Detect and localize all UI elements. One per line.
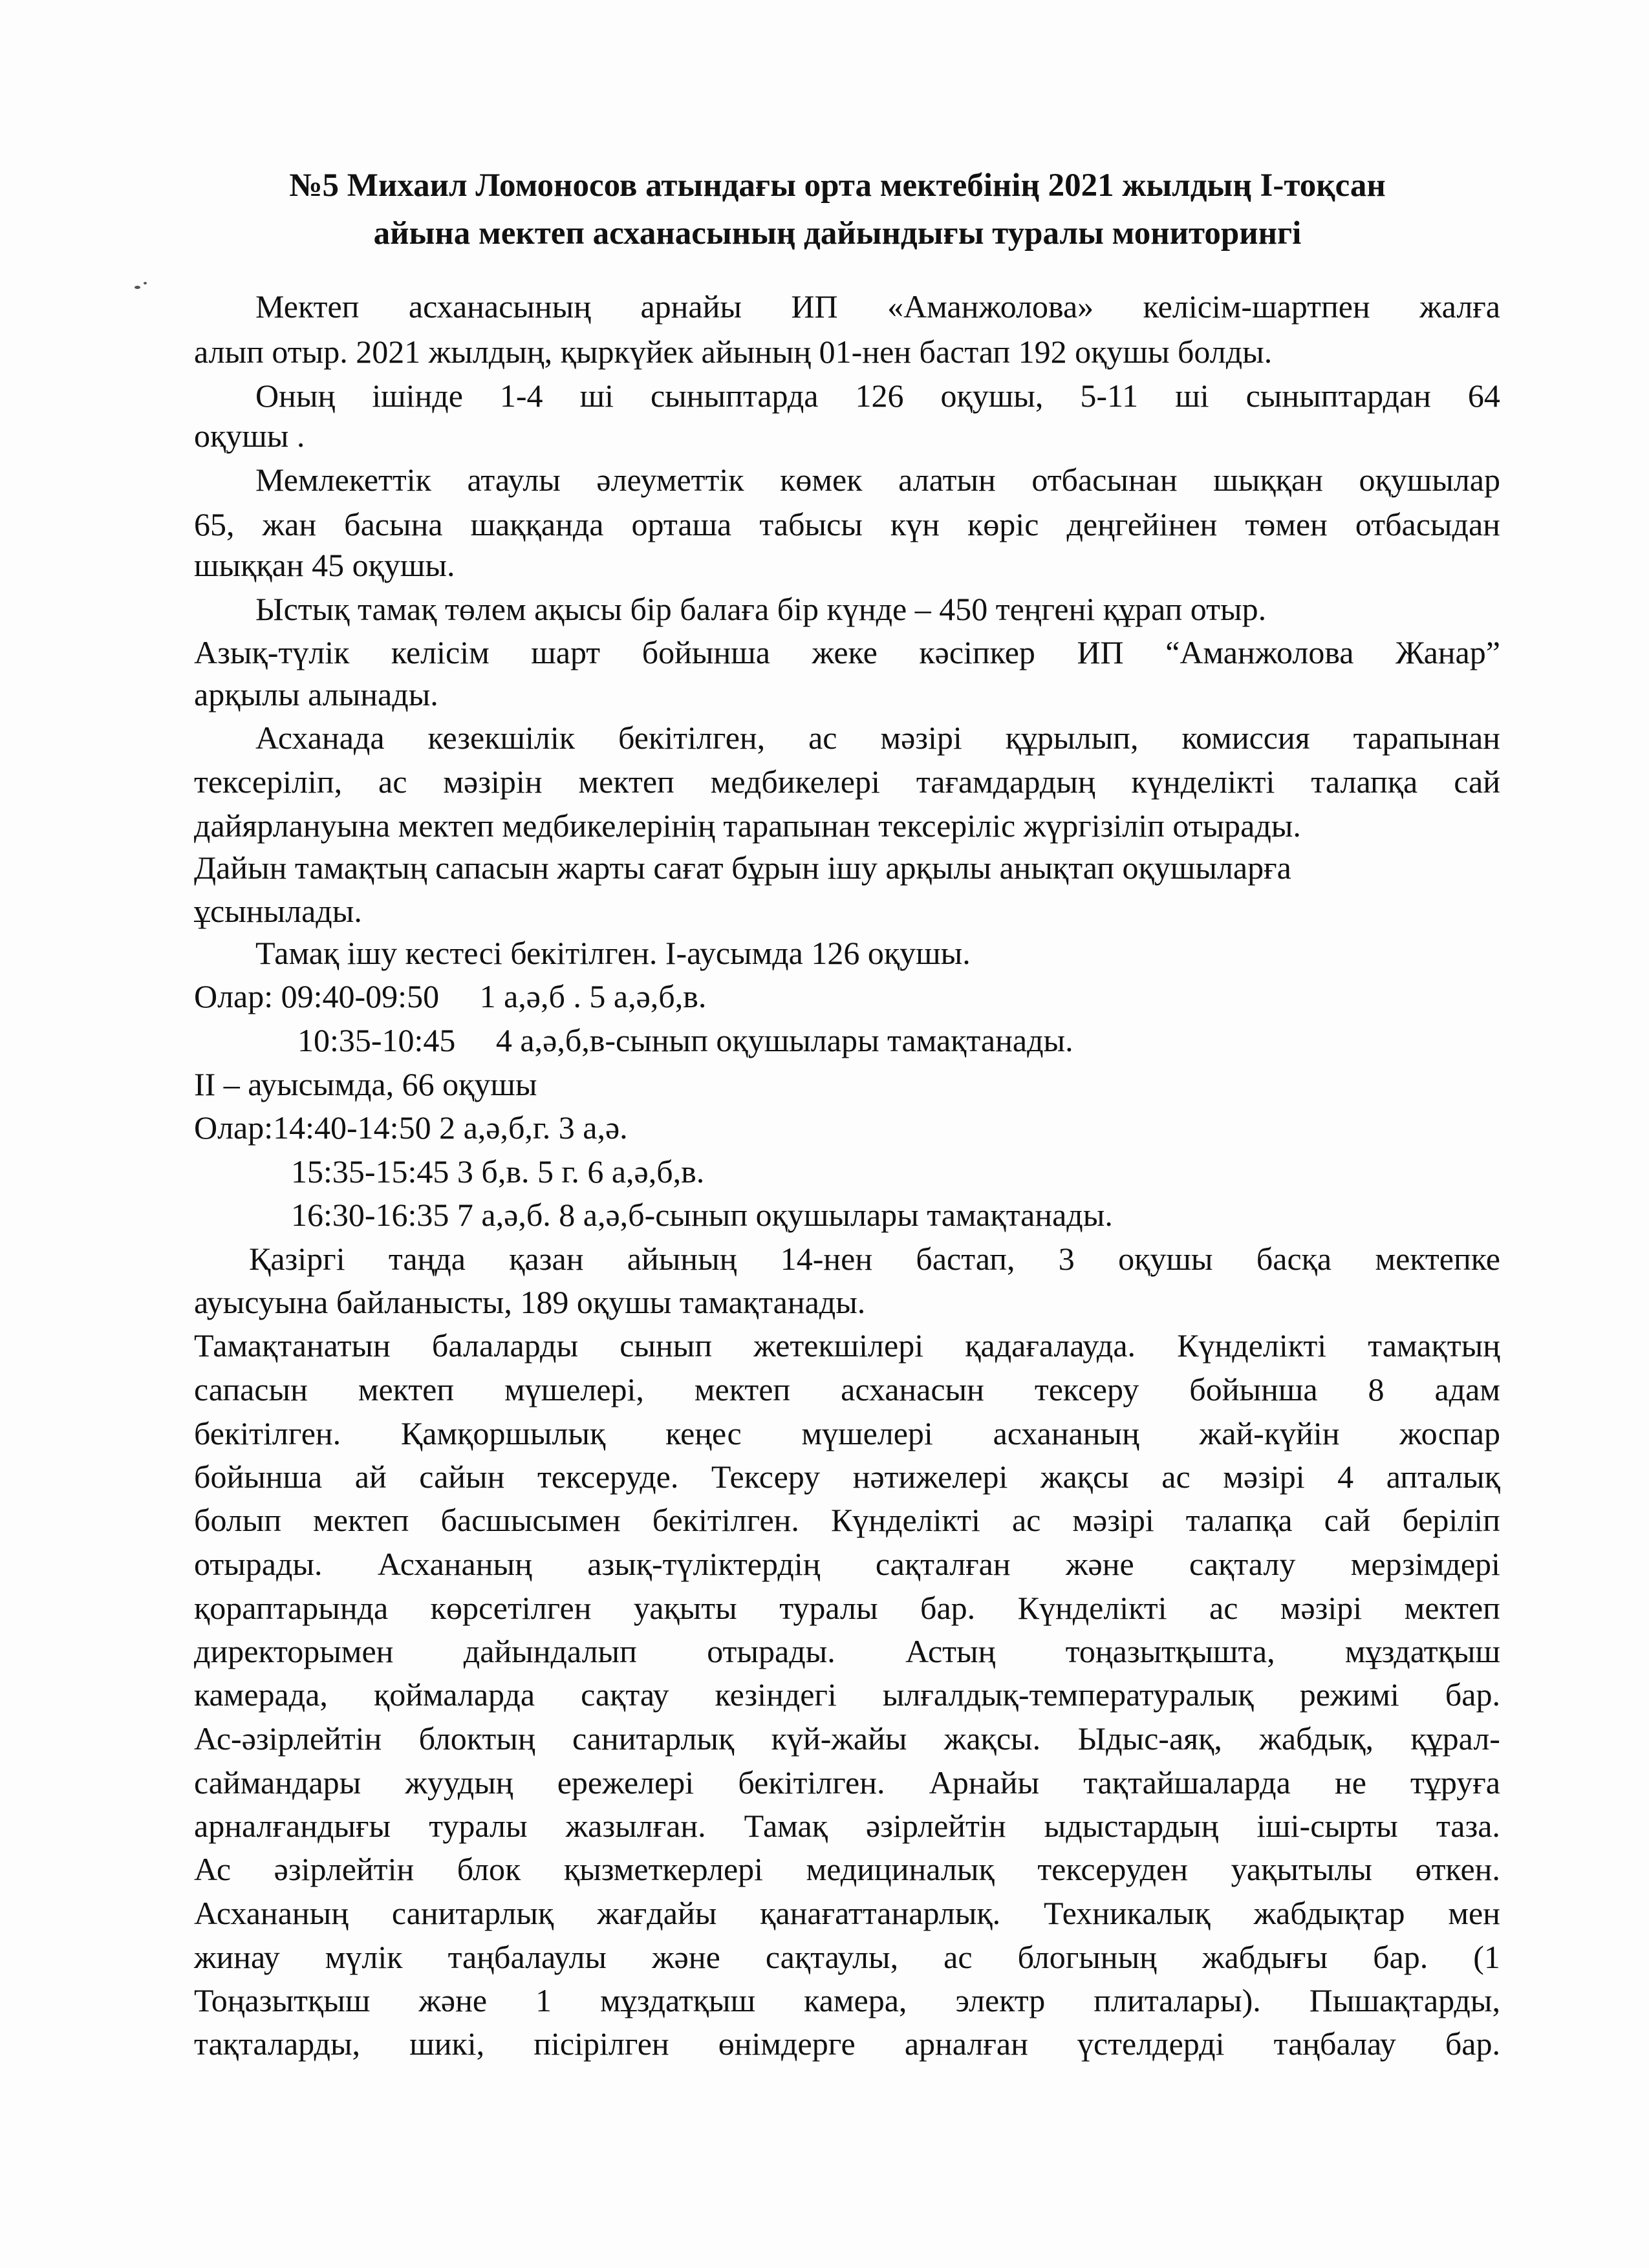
word: мүшелері,	[504, 1371, 644, 1407]
word: асханасының	[408, 288, 591, 325]
word: талапқа	[1311, 764, 1418, 800]
word: Тамақ	[744, 1808, 828, 1844]
body-line	[194, 1850, 1500, 1890]
word: табысы	[759, 506, 863, 542]
word: апталық	[1386, 1459, 1500, 1495]
body-line	[194, 763, 1500, 803]
word: ішінде	[372, 378, 463, 414]
body-line: Ыстық тамақ төлем ақысы бір балаға бір күнде – 450 теңгені құрап отыр.	[255, 591, 1267, 627]
word: сақталған	[875, 1546, 1011, 1582]
word: мектеп	[358, 1371, 455, 1407]
word: камера,	[804, 1982, 907, 2018]
word: бар.	[1445, 1676, 1500, 1713]
word: балаларды	[431, 1327, 579, 1364]
word: мектепке	[1375, 1241, 1500, 1277]
word: бойынша	[1189, 1371, 1318, 1407]
word: ИП	[1077, 634, 1124, 670]
word: кезекшілік	[427, 720, 576, 756]
word: Астың	[905, 1633, 996, 1669]
word: құрылып,	[1005, 720, 1139, 756]
word: адам	[1434, 1371, 1500, 1407]
word: не	[1334, 1764, 1366, 1801]
word: жеке	[812, 634, 878, 670]
word: отырады.	[707, 1633, 835, 1669]
word: өнімдерге	[718, 2026, 856, 2062]
word: бастап,	[916, 1241, 1015, 1277]
word: сақталу	[1189, 1546, 1296, 1582]
body-line	[194, 1982, 1500, 2022]
word: үстелдерді	[1077, 2026, 1225, 2062]
word: Мектеп	[255, 288, 360, 325]
schedule-line: 15:35-15:45 3 б,в. 5 г. 6 а,ә,б,в.	[291, 1153, 705, 1190]
word: әзірлейтін	[865, 1808, 1006, 1844]
word: болып	[194, 1502, 282, 1538]
body-line: оқушы .	[194, 418, 305, 454]
body-line	[194, 1807, 1500, 1847]
word: бойынша	[194, 1459, 323, 1495]
scan-speck	[144, 282, 147, 284]
word: ыдыстардың	[1044, 1808, 1219, 1844]
word: арнайы	[640, 288, 742, 325]
body-line	[194, 1764, 1500, 1804]
word: таңбалаулы	[447, 1939, 607, 1975]
word: төмен	[1245, 506, 1328, 542]
title-line: №5 Михаил Ломоносов атындағы орта мектебінің 2021 жылдың I-тоқсан	[289, 167, 1386, 204]
word: мектеп	[578, 764, 674, 800]
word: Күнделікті	[830, 1502, 980, 1538]
word: камерада,	[194, 1676, 328, 1713]
word: ылғалдық-температуралық	[882, 1676, 1254, 1713]
body-line	[194, 1327, 1500, 1367]
word: режимі	[1299, 1676, 1399, 1713]
word: беріліп	[1402, 1502, 1500, 1538]
title-line: айына мектеп асханасының дайындығы туралы мониторингі	[373, 215, 1302, 251]
word: бар.	[1373, 1939, 1428, 1975]
word: Пышақтарды,	[1309, 1982, 1500, 2018]
word: “Аманжолова	[1165, 634, 1354, 670]
word: айының	[627, 1241, 737, 1277]
word: 1-4	[499, 378, 543, 414]
word: шарт	[531, 634, 601, 670]
word: таңбалау	[1273, 2026, 1396, 2062]
word: тамақтың	[1368, 1327, 1500, 1364]
word: ас	[1161, 1459, 1191, 1495]
word: шыққан	[1213, 462, 1323, 498]
body-line: ұсынылады.	[194, 893, 362, 929]
word: басшысымен	[440, 1502, 621, 1538]
word: Қазіргі	[249, 1241, 345, 1277]
word: отырады.	[194, 1546, 323, 1582]
word: ші	[1175, 378, 1209, 414]
word: жабдықтар	[1253, 1895, 1405, 1931]
word: талапқа	[1185, 1502, 1293, 1538]
word: таңда	[388, 1241, 466, 1277]
word: бар.	[920, 1590, 976, 1626]
schedule-heading: Тамақ ішу кестесі бекітілген. I-аусымда 126 оқушы.	[255, 935, 971, 971]
word: туралы	[779, 1590, 878, 1626]
body-line	[194, 1938, 1500, 1978]
word: шаққанда	[470, 506, 604, 542]
word: «Аманжолова»	[887, 288, 1094, 325]
word: отбасыдан	[1355, 506, 1500, 542]
word: бекітілген.	[738, 1764, 885, 1801]
word: блоктың	[418, 1720, 535, 1757]
body-line: шыққан 45 оқушы.	[194, 547, 455, 583]
word: кеңес	[665, 1415, 742, 1451]
word: (1	[1473, 1939, 1500, 1975]
body-line	[194, 1894, 1500, 1934]
word: Жанар”	[1396, 634, 1500, 670]
word: 64	[1467, 378, 1500, 414]
word: ай	[354, 1459, 387, 1495]
word: жоспар	[1399, 1415, 1500, 1451]
word: Тексеру	[711, 1459, 821, 1495]
body-line	[194, 1415, 1500, 1455]
word: медициналық	[806, 1851, 995, 1887]
word: мұздатқыш	[600, 1982, 756, 2018]
word: Күнделікті	[1177, 1327, 1327, 1364]
word: тарапынан	[1353, 720, 1500, 756]
body-line	[194, 1676, 1500, 1716]
body-line	[194, 634, 1500, 674]
word: мектеп	[694, 1371, 791, 1407]
word: 14-нен	[780, 1241, 873, 1277]
word: ас	[1209, 1590, 1238, 1626]
word: 5-11	[1080, 378, 1139, 414]
word: көрсетілген	[430, 1590, 592, 1626]
word: жуудың	[405, 1764, 513, 1801]
word: ас	[943, 1939, 973, 1975]
word: жан	[262, 506, 317, 542]
body-line	[255, 377, 1500, 417]
word: атаулы	[467, 462, 561, 498]
word: жабдығы	[1202, 1939, 1328, 1975]
word: Ас	[194, 1851, 232, 1887]
word: медбикелері	[710, 764, 880, 800]
word: тағамдардың	[916, 764, 1095, 800]
word: бекітілген.	[194, 1415, 341, 1451]
word: іші-сырты	[1256, 1808, 1398, 1844]
word: мерзімдері	[1350, 1546, 1500, 1582]
word: жалға	[1419, 288, 1500, 325]
word: өткен.	[1415, 1851, 1500, 1887]
word: мектеп	[1404, 1590, 1500, 1626]
word: саймандары	[194, 1764, 361, 1801]
word: асханасын	[841, 1371, 984, 1407]
word: сақтаулы,	[765, 1939, 899, 1975]
word: Асханада	[255, 720, 385, 756]
word: сай	[1324, 1502, 1371, 1538]
word: блок	[457, 1851, 521, 1887]
word: қораптарында	[194, 1590, 389, 1626]
word: оқушы,	[940, 378, 1044, 414]
word: сынып	[620, 1327, 713, 1364]
word: ережелері	[557, 1764, 695, 1801]
word: күнделікті	[1131, 764, 1275, 800]
word: жабдық,	[1259, 1720, 1374, 1757]
word: мен	[1448, 1895, 1500, 1931]
body-line	[194, 1720, 1500, 1760]
word: бар.	[1445, 2026, 1500, 2062]
word: жинау	[194, 1939, 280, 1975]
word: комиссия	[1181, 720, 1310, 756]
schedule-line: Олар: 09:40-09:50 1 а,ә,б . 5 а,ә,б,в.	[194, 978, 707, 1014]
body-line	[194, 1545, 1500, 1585]
word: құрал-	[1410, 1720, 1500, 1757]
word: Мемлекеттік	[255, 462, 431, 498]
word: мәзірі	[880, 720, 962, 756]
body-line	[255, 719, 1500, 759]
word: жағдайы	[597, 1895, 717, 1931]
schedule-line: 10:35-10:45 4 а,ә,б,в-сынып оқушылары тамақтанады.	[297, 1022, 1073, 1058]
word: басына	[344, 506, 443, 542]
body-line	[194, 506, 1500, 546]
word: санитарлық	[391, 1895, 554, 1931]
word: кәсіпкер	[919, 634, 1035, 670]
body-line	[194, 1501, 1500, 1541]
word: мектеп	[313, 1502, 409, 1538]
word: көмек	[780, 462, 863, 498]
body-line	[255, 288, 1500, 328]
word: басқа	[1256, 1241, 1332, 1277]
word: қызметкерлері	[563, 1851, 764, 1887]
schedule-line: 16:30-16:35 7 а,ә,б. 8 а,ә,б-сынып оқушылары тамақтанады.	[291, 1197, 1113, 1233]
word: және	[418, 1982, 488, 2018]
word: Тоңазытқыш	[194, 1982, 371, 2018]
body-line	[194, 1458, 1500, 1498]
word: ас	[378, 764, 407, 800]
word: бекітілген,	[618, 720, 766, 756]
word: орташа	[631, 506, 732, 542]
word: сыныптарда	[650, 378, 819, 414]
word: Күнделікті	[1017, 1590, 1167, 1626]
word: асхананың	[993, 1415, 1139, 1451]
document-title	[194, 162, 1481, 257]
word: және	[652, 1939, 720, 1975]
word: тексеруде.	[537, 1459, 679, 1495]
word: пісірілген	[534, 2026, 669, 2062]
word: уақытылы	[1231, 1851, 1372, 1887]
word: қазан	[509, 1241, 584, 1277]
scan-speck	[135, 286, 140, 289]
word: оқушы	[1118, 1241, 1213, 1277]
word: жақсы	[1040, 1459, 1129, 1495]
word: мұздатқыш	[1344, 1633, 1500, 1669]
word: 4	[1337, 1459, 1354, 1495]
word: тақтайшаларда	[1083, 1764, 1291, 1801]
word: көріс	[967, 506, 1039, 542]
word: Оның	[255, 378, 336, 414]
word: Тамақтанатын	[194, 1327, 391, 1364]
word: туралы	[429, 1808, 528, 1844]
word: қанағаттанарлық.	[760, 1895, 1001, 1931]
word: мәзірі	[1072, 1502, 1154, 1538]
word: тоңазытқышта,	[1065, 1633, 1275, 1669]
word: Асхананың	[377, 1546, 532, 1582]
word: мәзірі	[1223, 1459, 1305, 1495]
word: Ас-әзірлейтін	[194, 1720, 382, 1757]
word: директорымен	[194, 1633, 394, 1669]
word: Ыдыс-аяқ,	[1077, 1720, 1222, 1757]
word: Асхананың	[194, 1895, 349, 1931]
word: сапасын	[194, 1371, 308, 1407]
word: азық-түліктердің	[587, 1546, 821, 1582]
word: қадағалауда.	[965, 1327, 1136, 1364]
word: плиталары).	[1094, 1982, 1261, 2018]
word: Арнайы	[929, 1764, 1040, 1801]
word: тексеру	[1034, 1371, 1139, 1407]
word: ас	[808, 720, 837, 756]
word: дайындалып	[463, 1633, 637, 1669]
word: Техникалық	[1044, 1895, 1211, 1931]
body-line	[194, 1589, 1500, 1629]
word: таза.	[1436, 1808, 1500, 1844]
word: 3	[1058, 1241, 1075, 1277]
word: тексеруден	[1037, 1851, 1188, 1887]
word: кезіндегі	[715, 1676, 837, 1713]
word: мүлік	[325, 1939, 403, 1975]
word: сай	[1454, 764, 1500, 800]
word: жақсы.	[943, 1720, 1041, 1757]
word: шикі,	[409, 2026, 485, 2062]
word: әзірлейтін	[274, 1851, 415, 1887]
word: бекітілген.	[652, 1502, 799, 1538]
word: келісім	[391, 634, 490, 670]
word: тақталарды,	[194, 2026, 361, 2062]
word: 1	[535, 1982, 552, 2018]
schedule-line: Олар:14:40-14:50 2 а,ә,б,г. 3 а,ә.	[194, 1109, 628, 1146]
body-line	[255, 461, 1500, 501]
word: сыныптардан	[1245, 378, 1431, 414]
word: әлеуметтік	[596, 462, 744, 498]
word: тексеріліп,	[194, 764, 343, 800]
word: мүшелері	[801, 1415, 933, 1451]
word: Азық-түлік	[194, 634, 350, 670]
body-line: арқылы алынады.	[194, 676, 438, 712]
word: блогының	[1017, 1939, 1157, 1975]
word: қоймаларда	[373, 1676, 535, 1713]
word: уақыты	[633, 1590, 737, 1626]
word: ас	[1011, 1502, 1041, 1538]
word: оқушылар	[1359, 462, 1500, 498]
word: сайын	[419, 1459, 505, 1495]
word: жазылған.	[565, 1808, 706, 1844]
word: санитарлық	[572, 1720, 735, 1757]
word: 8	[1368, 1371, 1385, 1407]
word: алатын	[898, 462, 996, 498]
word: ші	[579, 378, 614, 414]
word: арналған	[904, 2026, 1028, 2062]
word: жетекшілері	[753, 1327, 924, 1364]
word: мәзірі	[1280, 1590, 1363, 1626]
word: келісім-шартпен	[1143, 288, 1370, 325]
word: деңгейінен	[1066, 506, 1218, 542]
body-line: Дайын тамақтың сапасын жарты сағат бұрын ішу арқылы анықтап оқушыларға	[194, 850, 1291, 886]
word: ИП	[791, 288, 838, 325]
word: бойынша	[641, 634, 770, 670]
word: отбасынан	[1031, 462, 1178, 498]
schedule-heading: II – ауысымда, 66 оқушы	[194, 1066, 537, 1102]
body-line: алып отыр. 2021 жылдың, қыркүйек айының 01-нен бастап 192 оқушы болды.	[194, 334, 1273, 370]
word: сақтау	[581, 1676, 669, 1713]
body-line: дайярлануына мектеп медбикелерінің тарапынан тексеріліс жүргізіліп отырады.	[194, 808, 1301, 844]
word: электр	[955, 1982, 1046, 2018]
word: нәтижелері	[852, 1459, 1008, 1495]
word: тұруға	[1410, 1764, 1500, 1801]
body-line	[194, 1632, 1500, 1673]
body-line	[194, 1371, 1500, 1411]
word: күн	[890, 506, 940, 542]
word: 65,	[194, 506, 235, 542]
word: мәзірін	[443, 764, 543, 800]
word: күй-жайы	[771, 1720, 907, 1757]
word: жай-күйін	[1199, 1415, 1340, 1451]
body-line	[194, 2025, 1500, 2065]
word: 126	[855, 378, 904, 414]
word: және	[1065, 1546, 1134, 1582]
word: арналғандығы	[194, 1808, 391, 1844]
word: Қамқоршылық	[400, 1415, 606, 1451]
body-line	[249, 1240, 1500, 1280]
body-line: ауысуына байланысты, 189 оқушы тамақтанады.	[194, 1284, 866, 1320]
